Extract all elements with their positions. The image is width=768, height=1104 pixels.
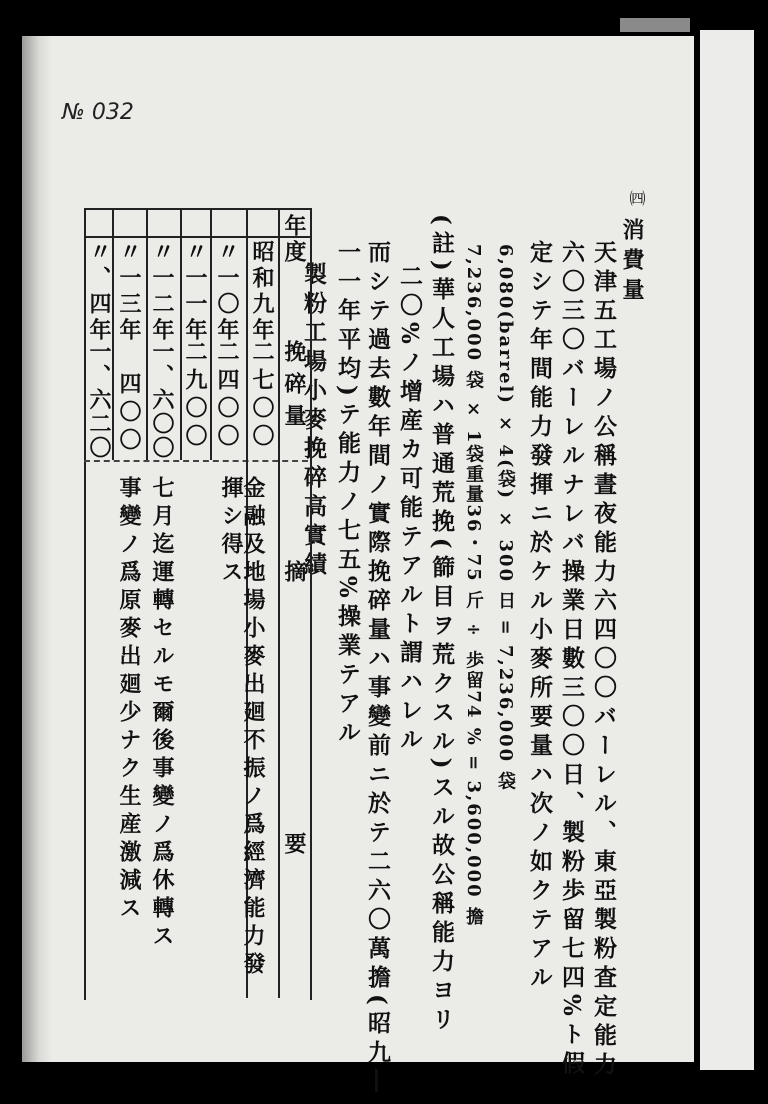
row-year: 〃、四年: [86, 240, 112, 344]
row-year: 〃一一年: [182, 240, 208, 344]
page-binding-edge: [22, 36, 52, 1062]
row-amount: 四〇〇: [116, 372, 142, 456]
paragraph-line: 天津五工場ノ公稱晝夜能力六四〇〇バーレル、東亞製粉査定能力: [590, 240, 617, 1081]
paragraph-line: 而シテ過去數年間ノ實際挽碎量ハ事變前ニ於テ二六〇萬擔(昭九―: [364, 240, 391, 1098]
top-tab: [620, 18, 690, 32]
paragraph-line: (註)華人工場ハ普通荒挽(篩目ヲ荒クスル)スル故公稱能力ヨリ: [428, 214, 455, 1036]
row-note: 事變ノ爲原麥出廻少ナク生産激減ス: [116, 476, 142, 924]
row-note: 金融及地場小麥出廻不振ノ爲經濟能力發揮シ得ス: [218, 476, 266, 980]
table-caption: 製粉工場小麥挽碎高實績: [300, 262, 327, 581]
row-rule: [112, 208, 114, 460]
paragraph-line: 六〇三〇バーレルナレバ操業日數三〇〇日、製粉歩留七四%ト假: [558, 240, 585, 1080]
header-year: 年度: [281, 214, 307, 266]
row-amount: 二七〇〇: [249, 340, 275, 452]
handwritten-page-number: № 032: [62, 100, 134, 125]
paragraph-line: 定シテ年間能力發揮ニ於ケル小麥所要量ハ次ノ如クテアル: [526, 240, 553, 994]
section-marker: ㈣: [627, 190, 646, 206]
row-amount: 一、六二〇: [86, 340, 112, 460]
row-amount: 二四〇〇: [214, 340, 240, 452]
paragraph-line: 二〇%ノ增産カ可能テアルト謂ハレル: [396, 264, 423, 756]
formula-line: 6,080(barrel) × 4(袋) × 300 日 = 7,236,000 袋: [495, 244, 516, 792]
header-column-rule: [278, 208, 280, 998]
row-year: 昭和九年: [249, 240, 275, 344]
row-year: 〃一〇年: [214, 240, 240, 344]
row-rule: [210, 208, 212, 460]
column-rule: [84, 460, 308, 462]
row-amount: 二九〇〇: [182, 340, 208, 452]
row-rule: [146, 208, 148, 460]
paragraph-line: 一一年平均)テ能力ノ七五%操業テアル: [334, 240, 361, 749]
header-amount: 挽碎量: [281, 340, 307, 436]
next-page-edge: [700, 30, 754, 1070]
row-year: 〃一三年: [116, 240, 142, 344]
section-title: 消費量: [619, 218, 645, 308]
row-year: 〃一二年: [149, 240, 175, 344]
formula-line: 7,236,000 袋 × 1袋重量36・75 斤 ÷ 歩留74 % = 3,600,000 擔: [463, 244, 484, 927]
row-amount: 一、六〇〇: [149, 340, 175, 460]
row-note: 七月迄運轉セルモ爾後事變ノ爲休轉ス: [149, 476, 175, 952]
header-note: 摘要: [281, 560, 307, 1104]
